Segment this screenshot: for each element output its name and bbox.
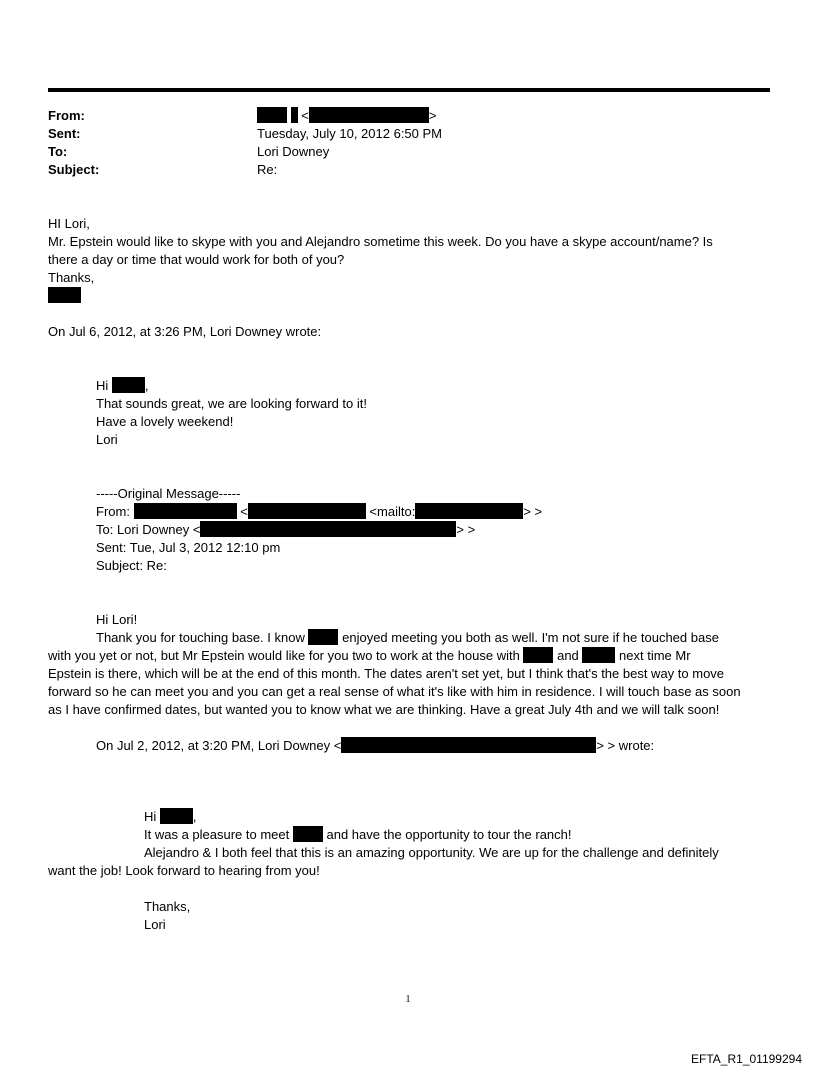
reply-body-line: Mr. Epstein would like to skype with you and Alejandro sometime this week. Do you have a skype account/name? Is [48,234,713,249]
sent-value: Tuesday, July 10, 2012 6:50 PM [257,126,442,141]
redaction-block [134,503,237,519]
document-id: EFTA_R1_01199294 [691,1052,802,1066]
redaction-block [200,521,456,537]
quote1-signoff: Lori [96,432,118,447]
quote2-line: want the job! Look forward to hearing from you! [48,863,320,878]
reply-signature [48,287,81,305]
original-from [96,503,542,521]
mailto-text: <mailto: [369,504,416,519]
text-segment: Thank you for touching base. I know [96,630,305,645]
original-sent: Sent: Tue, Jul 3, 2012 12:10 pm [96,540,281,555]
text-segment: enjoyed meeting you both as well. I'm not sure if he touched base [342,630,719,645]
text-segment: > > wrote: [596,738,655,753]
gtgt-text: > > [523,504,543,519]
redaction-block [293,826,323,842]
redaction-block [291,107,298,123]
from-open-bracket: < [301,108,309,123]
redaction-block [248,503,366,519]
redaction-block [257,107,287,123]
quote1-line: That sounds great, we are looking forward to it! [96,396,367,411]
from-label: From: [48,108,85,123]
quote2-greeting [144,808,197,826]
original-divider: -----Original Message----- [96,486,241,501]
text-segment: and have the opportunity to tour the ranch! [326,827,572,842]
to-value: Lori Downey [257,144,330,159]
from-value [257,107,436,125]
redaction-block [112,377,145,393]
message2-line: as I have confirmed dates, but wanted you to know what we are thinking. Have a great July 4th and we will talk soon! [48,702,720,717]
redaction-block [160,808,193,824]
text-segment: and [557,648,579,663]
quote2-thanks: Thanks, [144,899,191,914]
redaction-block [309,107,429,123]
header-rule [48,88,770,92]
from-close-bracket: > [428,108,437,123]
comma-text: , [192,809,197,824]
to-text: To: Lori Downey < [96,522,201,537]
text-segment: with you yet or not, but Mr Epstein would like for you two to work at the house with [48,648,520,663]
redaction-block [48,287,81,303]
message2-line [96,629,719,647]
to-label: To: [48,144,68,159]
message2-line: Epstein is there, which will be at the end of this month. The dates aren't set yet, but I think that's the best way to move [48,666,725,681]
reply-body-line: there a day or time that would work for both of you? [48,252,345,267]
text-segment: It was a pleasure to meet [144,827,290,842]
quote2-signoff: Lori [144,917,166,932]
quote1-greeting [96,377,149,395]
reply-thanks: Thanks, [48,270,95,285]
from-text: From: [96,504,130,519]
quote2-line: Alejandro & I both feel that this is an amazing opportunity. We are up for the challenge and definitely [144,845,719,860]
hi-text: Hi [96,378,109,393]
message2-line: forward so he can meet you and you can get a real sense of what it's like with him in residence. I will touch base as soon [48,684,741,699]
redaction-block [308,629,338,645]
redaction-block [523,647,553,663]
gtgt-text: > > [456,522,476,537]
redaction-block [341,737,596,753]
redaction-block [415,503,523,519]
text-segment: next time Mr [619,648,691,663]
quote1-line: Have a lovely weekend! [96,414,234,429]
subject-value: Re: [257,162,278,177]
original-to [96,521,475,539]
page-number: 1 [405,994,411,1005]
message2-greeting: Hi Lori! [96,612,138,627]
quote1-attribution: On Jul 6, 2012, at 3:26 PM, Lori Downey wrote: [48,324,322,339]
redaction-block [582,647,615,663]
hi-text: Hi [144,809,157,824]
quote2-line [144,826,572,844]
lt-text: < [240,504,248,519]
subject-label: Subject: [48,162,100,177]
reply-greeting: HI Lori, [48,216,90,231]
original-subject: Subject: Re: [96,558,167,573]
comma-text: , [144,378,149,393]
message2-line [48,647,691,665]
quote2-attribution [96,737,654,755]
text-segment: On Jul 2, 2012, at 3:20 PM, Lori Downey < [96,738,342,753]
sent-label: Sent: [48,126,81,141]
